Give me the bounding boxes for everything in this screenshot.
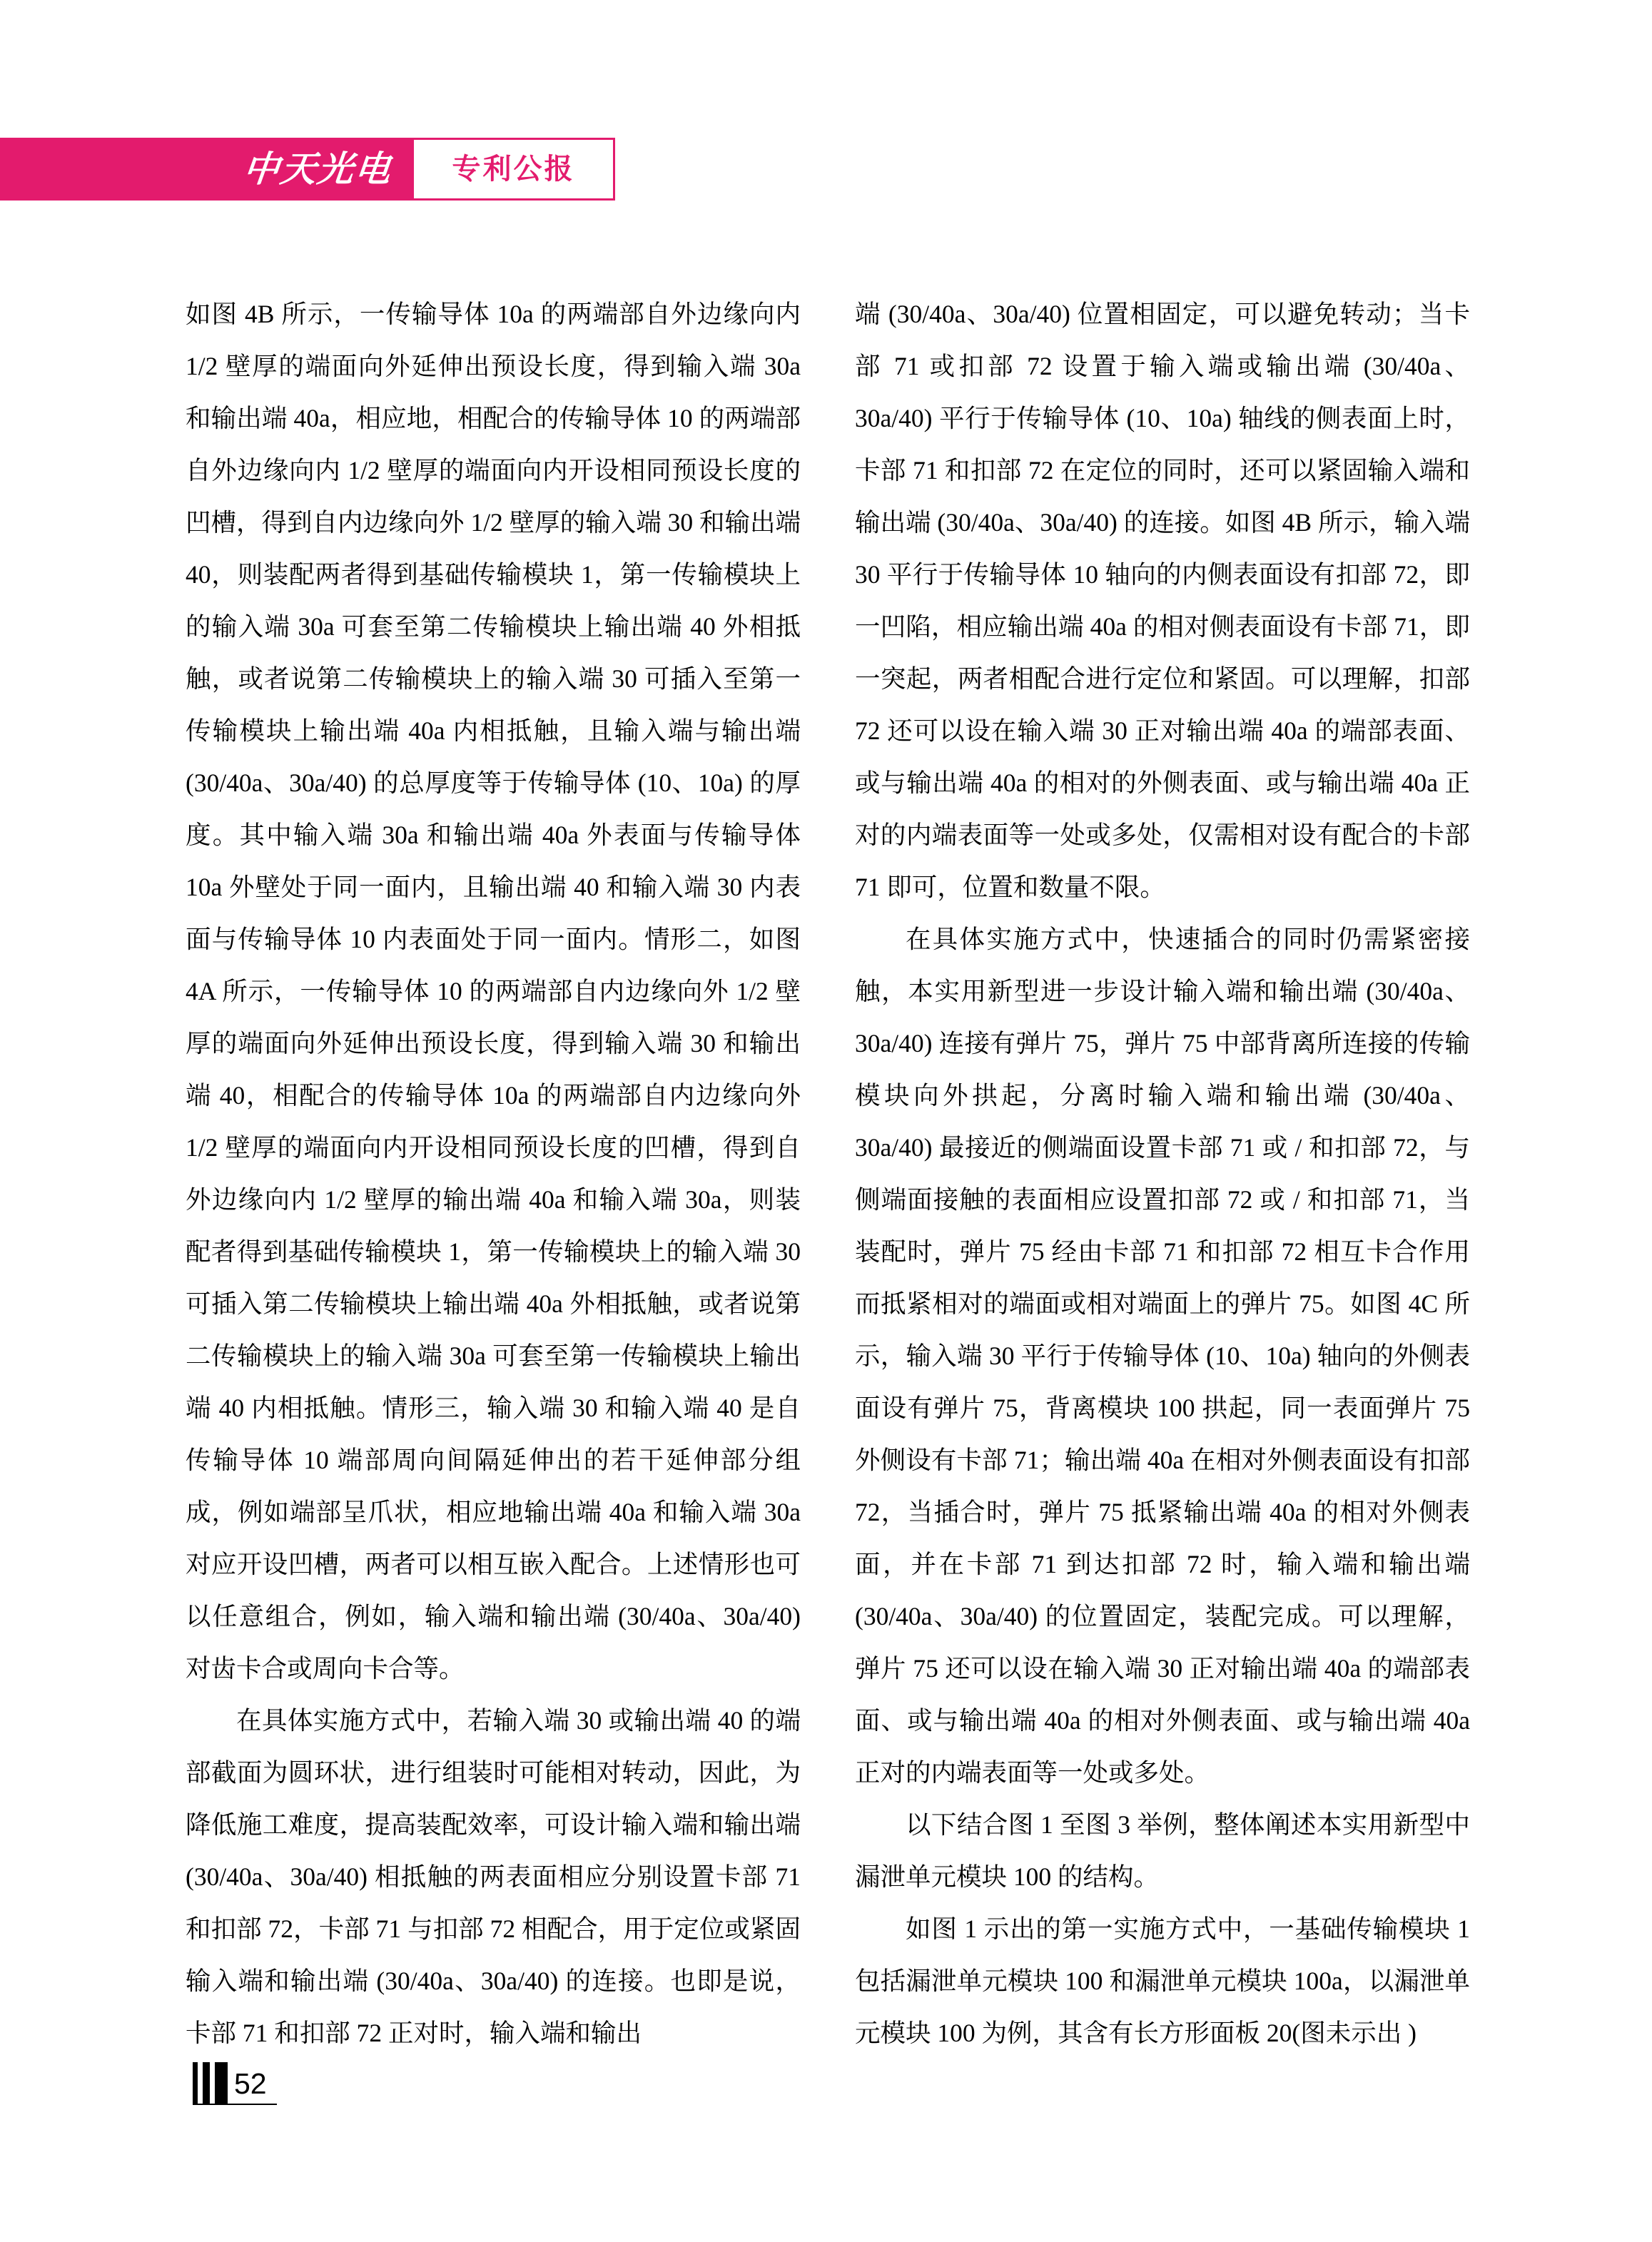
footer-bar-marks-icon <box>193 2062 228 2104</box>
page-footer <box>193 2062 442 2112</box>
paragraph: 在具体实施方式中，若输入端 30 或输出端 40 的端部截面为圆环状，进行组装时可能相对转动，因此，为降低施工难度，提高装配效率，可设计输入端和输出端 (30/40a、30a/40) 相抵触的两表面相应分别设置卡部 71 和扣部 72，卡部 71 与扣部 72 相配合，用于定位或紧固输入端和输出端 (30/40a、30a/40) 的连接。也即是说，卡部 71 和扣部 72 正对时，输入端和输出 <box>186 1706 801 2047</box>
brand-logo: 中天光电 <box>241 149 394 189</box>
paragraph: 以下结合图 1 至图 3 举例，整体阐述本实用新型中漏泄单元模块 100 的结构。 <box>855 1810 1470 1891</box>
body-columns <box>186 288 1470 2059</box>
masthead <box>0 138 615 201</box>
masthead-brand-band <box>0 138 412 201</box>
right-column <box>855 288 1470 2059</box>
paragraph: 如图 1 示出的第一实施方式中，一基础传输模块 1 包括漏泄单元模块 100 和漏泄单元模块 100a，以漏泄单元模块 100 为例，其含有长方形面板 20(图未示出 ) <box>855 1914 1470 2047</box>
publication-type-box <box>412 138 615 201</box>
page-number: 52 <box>234 2067 267 2100</box>
paragraph: 端 (30/40a、30a/40) 位置相固定，可以避免转动；当卡部 71 或扣部 72 设置于输入端或输出端 (30/40a、30a/40) 平行于传输导体 (10、10a) 轴线的侧表面上时，卡部 71 和扣部 72 在定位的同时，还可以紧固输入端和输出端 (30/40a、30a/40) 的连接。如图 4B 所示，输入端 30 平行于传输导体 10 轴向的内侧表面设有扣部 72，即一凹陷，相应输出端 40a 的相对侧表面设有卡部 71，即一突起，两者相配合进行定位和紧固。可以理解，扣部 72 还可以设在输入端 30 正对输出端 40a 的端部表面、或与输出端 40a 的相对的外侧表面、或与输出端 40a 正对的内端表面等一处或多处，仅需相对设有配合的卡部 71 即可，位置和数量不限。 <box>855 300 1470 901</box>
paragraph: 如图 4B 所示，一传输导体 10a 的两端部自外边缘向内 1/2 壁厚的端面向外延伸出预设长度，得到输入端 30a 和输出端 40a，相应地，相配合的传输导体 10 的两端部自外边缘向内 1/2 壁厚的端面向内开设相同预设长度的凹槽，得到自内边缘向外 1/2 壁厚的输入端 30 和输出端 40，则装配两者得到基础传输模块 1，第一传输模块上的输入端 30a 可套至第二传输模块上输出端 40 外相抵触，或者说第二传输模块上的输入端 30 可插入至第一传输模块上输出端 40a 内相抵触，且输入端与输出端 (30/40a、30a/40) 的总厚度等于传输导体 (10、10a) 的厚度。其中输入端 30a 和输出端 40a 外表面与传输导体 10a 外壁处于同一面内，且输出端 40 和输入端 30 内表面与传输导体 10 内表面处于同一面内。情形二，如图 4A 所示，一传输导体 10 的两端部自内边缘向外 1/2 壁厚的端面向外延伸出预设长度，得到输入端 30 和输出端 40，相配合的传输导体 10a 的两端部自内边缘向外 1/2 壁厚的端面向内开设相同预设长度的凹槽，得到自外边缘向内 1/2 壁厚的输出端 40a 和输入端 30a，则装配者得到基础传输模块 1，第一传输模块上的输入端 30 可插入第二传输模块上输出端 40a 外相抵触，或者说第二传输模块上的输入端 30a 可套至第一传输模块上输出端 40 内相抵触。情形三，输入端 30 和输入端 40 是自传输导体 10 端部周向间隔延伸出的若干延伸部分组成，例如端部呈爪状，相应地输出端 40a 和输入端 30a 对应开设凹槽，两者可以相互嵌入配合。上述情形也可以任意组合，例如，输入端和输出端 (30/40a、30a/40) 对齿卡合或周向卡合等。 <box>186 300 801 1683</box>
publication-type-label: 专利公报 <box>452 153 575 185</box>
paragraph: 在具体实施方式中，快速插合的同时仍需紧密接触，本实用新型进一步设计输入端和输出端 (30/40a、30a/40) 连接有弹片 75，弹片 75 中部背离所连接的传输模块向外拱起，分离时输入端和输出端 (30/40a、30a/40) 最接近的侧端面设置卡部 71 或 / 和扣部 72，与侧端面接触的表面相应设置扣部 72 或 / 和扣部 71，当装配时，弹片 75 经由卡部 71 和扣部 72 相互卡合作用而抵紧相对的端面或相对端面上的弹片 75。如图 4C 所示，输入端 30 平行于传输导体 (10、10a) 轴向的外侧表面设有弹片 75，背离模块 100 拱起，同一表面弹片 75 外侧设有卡部 71；输出端 40a 在相对外侧表面设有扣部 72，当插合时，弹片 75 抵紧输出端 40a 的相对外侧表面，并在卡部 71 到达扣部 72 时，输入端和输出端 (30/40a、30a/40) 的位置固定，装配完成。可以理解，弹片 75 还可以设在输入端 30 正对输出端 40a 的端部表面、或与输出端 40a 的相对外侧表面、或与输出端 40a 正对的内端表面等一处或多处。 <box>855 925 1470 1787</box>
left-column <box>186 288 801 2059</box>
footer-rule <box>193 2104 277 2105</box>
